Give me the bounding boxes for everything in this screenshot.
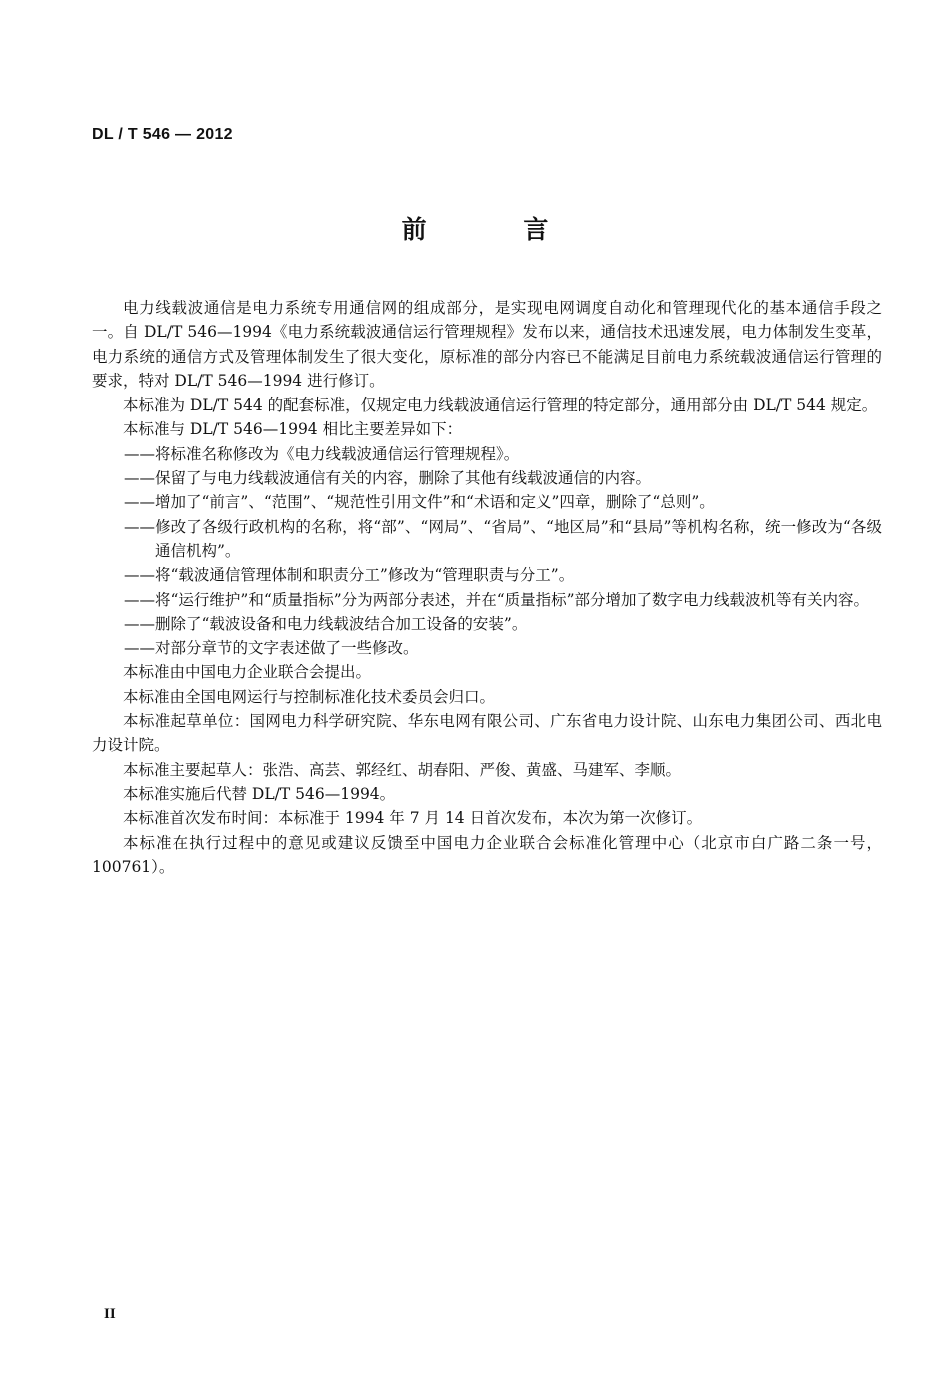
document-code: DL / T 546 — 2012 — [92, 126, 233, 143]
first-release-statement: 本标准首次发布时间：本标准于 1994 年 7 月 14 日首次发布，本次为第一次修订。 — [123, 809, 703, 828]
change-item: ——修改了各级行政机构的名称，将“部”、“网局”、“省局”、“地区局”和“县局”等机构名称，统一修改为“各级通信机构”。 — [124, 517, 882, 560]
committee-statement: 本标准由全国电网运行与控制标准化技术委员会归口。 — [123, 687, 496, 706]
change-item: ——删除了“载波设备和电力线载波结合加工设备的安装”。 — [124, 614, 528, 633]
drafting-units-statement: 本标准起草单位：国网电力科学研究院、华东电网有限公司、广东省电力设计院、山东电力集团公司、西北电力设计院。 — [92, 712, 882, 755]
intro-paragraph: 电力线载波通信是电力系统专用通信网的组成部分，是实现电网调度自动化和管理现代化的基本通信手段之一。自 DL/T 546—1994《电力系统载波通信运行管理规程》发布以来，通信技术迅速发展，电力体制发生变革，电力系统的通信方式及管理体制发生了很大变化，原标准的部分内容已不能满足目前电力系统载波通信运行管理的要求，特对 DL/T 546—1994 进行修订。 — [92, 299, 882, 390]
change-item: ——将“载波通信管理体制和职责分工”修改为“管理职责与分工”。 — [124, 566, 575, 585]
change-item: ——对部分章节的文字表述做了一些修改。 — [124, 639, 419, 658]
page-number: II — [104, 1306, 116, 1322]
scope-paragraph: 本标准为 DL/T 544 的配套标准，仅规定电力线载波通信运行管理的特定部分，通用部分由 DL/T 544 规定。 — [123, 396, 878, 415]
page-title: 前 言 — [401, 215, 593, 244]
change-item: ——保留了与电力线载波通信有关的内容，删除了其他有线载波通信的内容。 — [124, 469, 652, 488]
document-body — [92, 296, 882, 879]
differences-intro: 本标准与 DL/T 546—1994 相比主要差异如下： — [123, 420, 463, 439]
change-item: ——将“运行维护”和“质量指标”分为两部分表述，并在“质量指标”部分增加了数字电力线载波机等有关内容。 — [124, 590, 870, 609]
change-item: ——增加了“前言”、“范围”、“规范性引用文件”和“术语和定义”四章，删除了“总则”。 — [124, 493, 715, 512]
drafters-statement: 本标准主要起草人：张浩、高芸、郭经红、胡春阳、严俊、黄盛、马建军、李顺。 — [123, 760, 682, 779]
replacement-statement: 本标准实施后代替 DL/T 546—1994。 — [123, 784, 396, 803]
feedback-statement: 本标准在执行过程中的意见或建议反馈至中国电力企业联合会标准化管理中心（北京市白广路二条一号，100761）。 — [92, 833, 882, 876]
change-item: ——将标准名称修改为《电力线载波通信运行管理规程》。 — [124, 444, 520, 463]
proposer-statement: 本标准由中国电力企业联合会提出。 — [123, 663, 372, 682]
